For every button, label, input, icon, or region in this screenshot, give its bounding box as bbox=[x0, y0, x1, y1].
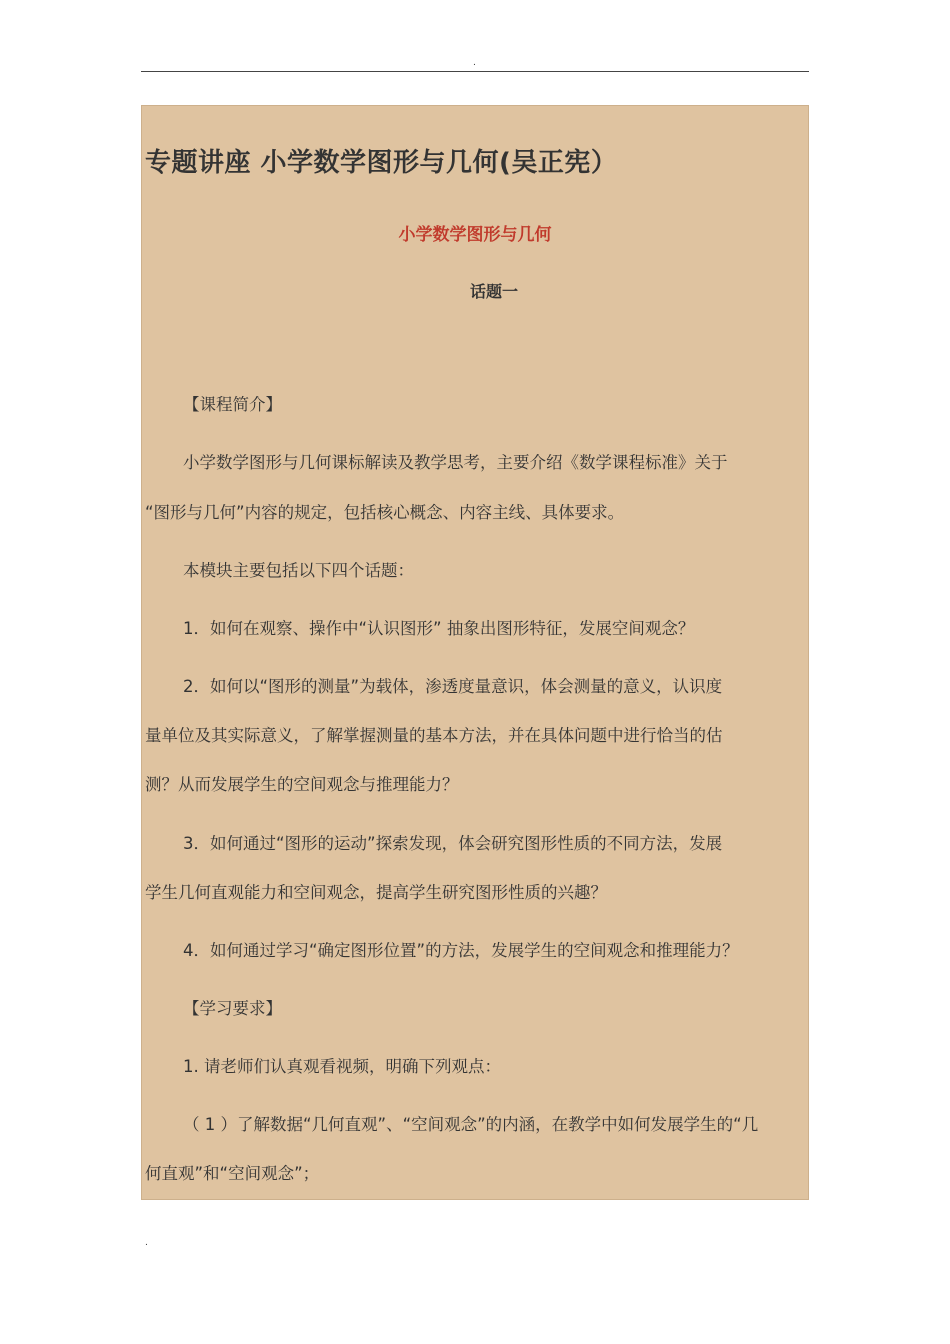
requirement-item-1: 1. 请老师们认真观看视频，明确下列观点： bbox=[183, 1057, 501, 1076]
list-item-2: 2．如何以“图形的测量”为载体，渗透度量意识，体会测量的意义，认识度 bbox=[183, 677, 723, 696]
section-heading-study-requirements: 【学习要求】 bbox=[183, 999, 282, 1018]
section-heading-course-intro: 【课程简介】 bbox=[183, 395, 282, 414]
requirement-subitem-1-cont: 何直观”和“空间观念”； bbox=[145, 1164, 320, 1183]
footer-mark: . bbox=[145, 1238, 148, 1248]
header-mark: . bbox=[473, 58, 476, 68]
requirement-subitem-1: （ 1 ）了解数据“几何直观”、“空间观念”的内涵，在教学中如何发展学生的“几 bbox=[183, 1115, 759, 1134]
list-item-3-cont: 学生几何直观能力和空间观念，提高学生研究图形性质的兴趣？ bbox=[145, 883, 607, 902]
list-item-1: 1．如何在观察、操作中“认识图形” 抽象出图形特征，发展空间观念？ bbox=[183, 619, 695, 638]
header-rule bbox=[141, 71, 809, 72]
list-item-2-cont: 测？从而发展学生的空间观念与推理能力？ bbox=[145, 775, 459, 794]
paragraph-line: “图形与几何”内容的规定，包括核心概念、内容主线、具体要求。 bbox=[145, 503, 625, 522]
list-item-2-cont: 量单位及其实际意义，了解掌握测量的基本方法，并在具体问题中进行恰当的估 bbox=[145, 726, 723, 745]
paragraph-line: 本模块主要包括以下四个话题： bbox=[183, 561, 414, 580]
paragraph-line: 小学数学图形与几何课标解读及教学思考，主要介绍《数学课程标准》关于 bbox=[183, 453, 728, 472]
document-title: 专题讲座 小学数学图形与几何(吴正宪） bbox=[145, 148, 618, 178]
list-item-3: 3．如何通过“图形的运动”探索发现，体会研究图形性质的不同方法，发展 bbox=[183, 834, 723, 853]
content-box bbox=[141, 105, 809, 1200]
topic-label: 话题一 bbox=[469, 282, 518, 301]
list-item-4: 4．如何通过学习“确定图形位置”的方法，发展学生的空间观念和推理能力？ bbox=[183, 941, 739, 960]
document-subtitle: 小学数学图形与几何 bbox=[398, 225, 552, 245]
